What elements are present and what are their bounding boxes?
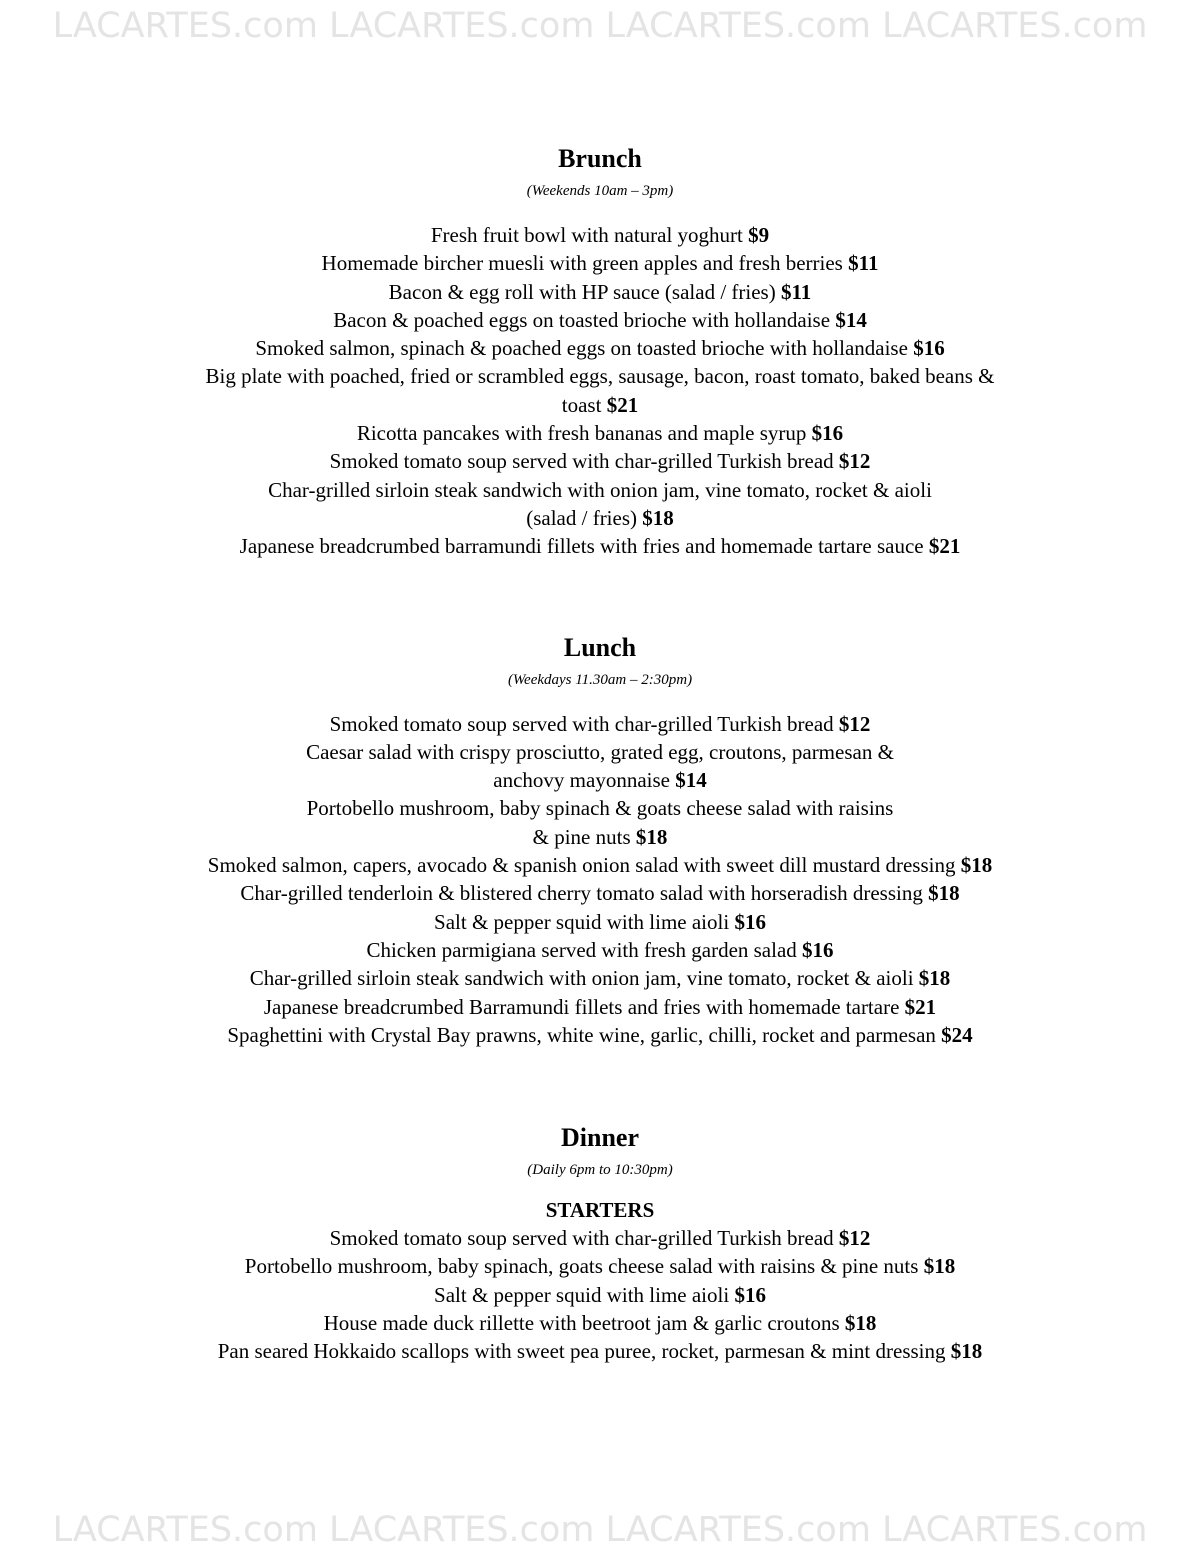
menu-item-line xyxy=(0,710,1200,738)
menu-item-description: Smoked tomato soup served with char-grilled Turkish bread xyxy=(329,449,834,474)
menu-item-price: $9 xyxy=(748,223,770,247)
menu-item xyxy=(0,936,1200,964)
menu-item-line xyxy=(0,419,1200,447)
menu-item-description: Japanese breadcrumbed barramundi fillets with fries and homemade tartare sauce xyxy=(239,534,924,559)
menu-item-line xyxy=(0,823,1200,851)
menu-item-line xyxy=(0,738,1200,766)
menu-item xyxy=(0,278,1200,306)
menu-item-line xyxy=(0,908,1200,936)
dinner-title: Dinner xyxy=(561,1123,639,1153)
menu-item-description: Chicken parmigiana served with fresh garden salad xyxy=(366,937,797,962)
menu-item xyxy=(0,879,1200,907)
menu-item-description: Smoked tomato soup served with char-grilled Turkish bread xyxy=(329,1226,834,1251)
menu-item-description: Char-grilled sirloin steak sandwich with onion jam, vine tomato, rocket & aioli xyxy=(249,966,914,991)
menu-item-line xyxy=(0,964,1200,992)
brunch-hours: (Weekends 10am – 3pm) xyxy=(526,183,674,199)
menu-item-line xyxy=(0,476,1200,504)
watermark-top: LACARTES.com LACARTES.com LACARTES.com LACARTES.com xyxy=(52,6,1148,46)
menu-item xyxy=(0,1309,1200,1337)
menu-item-price: $24 xyxy=(941,1022,973,1047)
menu-item-price: $21 xyxy=(606,392,639,417)
menu-item-price: $18 xyxy=(635,824,668,849)
menu-item xyxy=(0,419,1200,447)
watermark-bottom: LACARTES.com LACARTES.com LACARTES.com LACARTES.com xyxy=(52,1510,1148,1550)
menu-item xyxy=(0,249,1200,277)
lunch-items xyxy=(0,710,1200,1050)
menu-item-line xyxy=(0,1252,1200,1280)
menu-item-price: $18 xyxy=(923,1254,956,1279)
menu-item-description: Smoked salmon, capers, avocado & spanish onion salad with sweet dill mustard dressing xyxy=(207,853,956,878)
menu-item-description: Japanese breadcrumbed Barramundi fillets and fries with homemade tartare xyxy=(263,994,900,1019)
menu-item-price: $16 xyxy=(734,909,766,934)
menu-item-price: $16 xyxy=(811,421,844,446)
menu-item-price: $16 xyxy=(734,1282,766,1307)
menu-item-line xyxy=(0,993,1200,1021)
menu-item-description: Fresh fruit bowl with natural yoghurt xyxy=(430,223,743,247)
starters-heading: STARTERS xyxy=(545,1198,655,1223)
menu-item-price: $21 xyxy=(904,994,937,1019)
menu-item-description: Ricotta pancakes with fresh bananas and maple syrup xyxy=(356,421,807,446)
menu-item xyxy=(0,447,1200,475)
brunch-title: Brunch xyxy=(558,144,642,173)
menu-item-description: Bacon & egg roll with HP sauce (salad / fries) xyxy=(388,279,776,304)
menu-item-line xyxy=(0,306,1200,334)
menu-item-description: Smoked salmon, spinach & poached eggs on toasted brioche with hollandaise xyxy=(255,336,908,361)
menu-item-line xyxy=(0,1337,1200,1365)
lunch-hours: (Weekdays 11.30am – 2:30pm) xyxy=(507,671,693,688)
menu-item-description: Spaghettini with Crystal Bay prawns, white wine, garlic, chilli, rocket and parmesan xyxy=(227,1022,936,1047)
menu-item xyxy=(0,1224,1200,1252)
menu-item xyxy=(0,1021,1200,1049)
dinner-hours: (Daily 6pm to 10:30pm) xyxy=(527,1162,673,1179)
menu-item-price: $18 xyxy=(928,881,960,906)
menu-item-line xyxy=(0,447,1200,475)
lunch-section xyxy=(0,629,1200,1050)
lunch-title: Lunch xyxy=(563,632,637,662)
menu-item-line xyxy=(0,334,1200,362)
dinner-items xyxy=(0,1224,1200,1365)
menu-item-line xyxy=(0,1309,1200,1337)
menu-item-price: $18 xyxy=(950,1339,983,1364)
menu-item-line xyxy=(0,249,1200,277)
menu-item xyxy=(0,334,1200,362)
menu-item xyxy=(0,908,1200,936)
menu-item-line xyxy=(0,504,1200,532)
menu-item-line xyxy=(0,221,1200,249)
menu-item xyxy=(0,1281,1200,1309)
menu-item-line xyxy=(0,532,1200,560)
menu-item-line xyxy=(0,362,1200,390)
menu-item-price: $16 xyxy=(802,937,834,962)
brunch-items xyxy=(0,221,1200,561)
menu-item xyxy=(0,851,1200,879)
menu-item-line xyxy=(0,1281,1200,1309)
menu-item-price: $11 xyxy=(848,251,879,276)
menu-item-description: Portobello mushroom, baby spinach & goats cheese salad with raisins xyxy=(306,796,894,821)
menu-item-price: $12 xyxy=(838,449,871,474)
menu-item xyxy=(0,710,1200,738)
menu-item-price: $18 xyxy=(960,853,993,878)
menu-item-line xyxy=(0,936,1200,964)
menu-item-description: Portobello mushroom, baby spinach, goats cheese salad with raisins & pine nuts xyxy=(244,1254,919,1279)
menu-item xyxy=(0,964,1200,992)
menu-item xyxy=(0,1252,1200,1280)
menu-item-description: Char-grilled tenderloin & blistered cherry tomato salad with horseradish dressing xyxy=(240,881,923,906)
menu-item-price: $14 xyxy=(835,307,867,332)
menu-item-price: $21 xyxy=(928,534,961,559)
menu-item-price: $14 xyxy=(675,768,707,793)
menu-item-price: $11 xyxy=(780,279,812,304)
menu-item-description: (salad / fries) xyxy=(526,505,638,530)
menu-page xyxy=(0,140,1200,1366)
menu-item xyxy=(0,221,1200,249)
menu-item-price: $18 xyxy=(918,966,951,991)
menu-item xyxy=(0,993,1200,1021)
menu-item-line xyxy=(0,278,1200,306)
menu-item-description: Smoked tomato soup served with char-grilled Turkish bread xyxy=(329,711,834,736)
menu-item xyxy=(0,794,1200,851)
menu-item-description: Salt & pepper squid with lime aioli xyxy=(434,1282,730,1307)
menu-item-description: toast xyxy=(561,392,602,417)
menu-item-description: Big plate with poached, fried or scrambled eggs, sausage, bacon, roast tomato, baked beans & xyxy=(205,364,995,389)
menu-item-price: $16 xyxy=(913,336,945,361)
menu-item-price: $12 xyxy=(838,1226,871,1251)
menu-item xyxy=(0,738,1200,795)
menu-item xyxy=(0,306,1200,334)
menu-item-price: $18 xyxy=(844,1311,877,1336)
menu-item-description: House made duck rillette with beetroot jam & garlic croutons xyxy=(323,1311,840,1336)
menu-item-price: $12 xyxy=(838,711,871,736)
menu-item-line xyxy=(0,391,1200,419)
menu-item-description: Char-grilled sirloin steak sandwich with onion jam, vine tomato, rocket & aioli xyxy=(268,477,932,502)
menu-item-line xyxy=(0,766,1200,794)
menu-item-description: & pine nuts xyxy=(532,824,631,849)
menu-item-description: Salt & pepper squid with lime aioli xyxy=(434,909,730,934)
menu-item-description: Homemade bircher muesli with green apples and fresh berries xyxy=(321,251,843,276)
menu-item-line xyxy=(0,794,1200,822)
menu-item-line xyxy=(0,1021,1200,1049)
menu-item xyxy=(0,532,1200,560)
menu-item-description: anchovy mayonnaise xyxy=(493,768,670,793)
menu-item xyxy=(0,476,1200,533)
menu-item-price: $18 xyxy=(642,505,674,530)
brunch-section xyxy=(0,140,1200,561)
menu-item-line xyxy=(0,851,1200,879)
menu-item-description: Bacon & poached eggs on toasted brioche with hollandaise xyxy=(333,307,831,332)
menu-item-line xyxy=(0,879,1200,907)
menu-item-description: Pan seared Hokkaido scallops with sweet pea puree, rocket, parmesan & mint dressing xyxy=(217,1339,946,1364)
menu-item-line xyxy=(0,1224,1200,1252)
dinner-section xyxy=(0,1119,1200,1365)
menu-item xyxy=(0,362,1200,419)
menu-item xyxy=(0,1337,1200,1365)
menu-item-description: Caesar salad with crispy prosciutto, grated egg, croutons, parmesan & xyxy=(306,739,894,764)
